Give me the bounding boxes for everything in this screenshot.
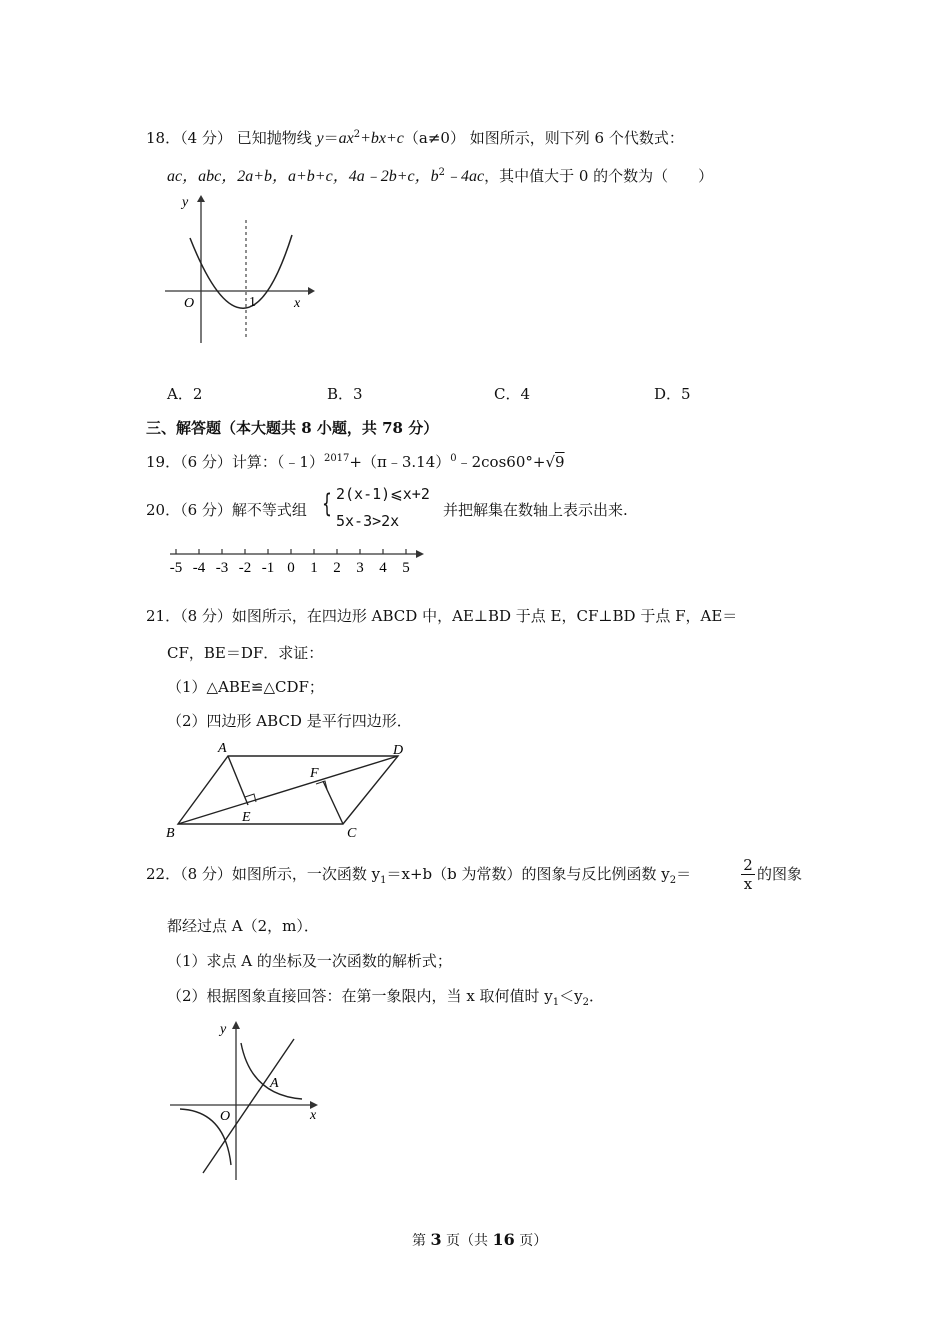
- q18-parabola-graph: [160, 190, 320, 350]
- q20-inequality-1: 2(x-1)⩽x+2: [336, 485, 430, 503]
- q19-number: 19．: [146, 453, 181, 471]
- q21-label-c: C: [347, 826, 357, 841]
- q22-y-label: y: [220, 1022, 227, 1037]
- q21-number: 21．: [146, 607, 181, 625]
- q22-number: 22．: [146, 865, 181, 883]
- q18-tick-label: 1: [249, 295, 256, 310]
- q18-option-c[interactable]: C．4: [494, 385, 531, 403]
- q20-tick-label: 0: [287, 560, 295, 576]
- q19-mid: +（π﹣3.14）: [349, 453, 451, 471]
- q19-power-2: 0: [450, 453, 457, 464]
- q22-function-graph: [160, 1015, 330, 1185]
- q22-y-arrow-icon: [232, 1021, 240, 1029]
- q18-x-label: x: [294, 296, 301, 311]
- q19-sqrt-value: 9: [555, 453, 565, 471]
- q19-sqrt-icon: √: [545, 453, 556, 471]
- q20-tick-label: 1: [310, 560, 318, 576]
- q18-number: 18．: [146, 129, 181, 147]
- q20-tick-label: -3: [215, 560, 229, 576]
- q21-text-1: 如图所示，在四边形 ABCD 中，AE⊥BD 于点 E，CF⊥BD 于点 F，AE＝: [231, 607, 738, 625]
- q18-option-b[interactable]: B．3: [327, 385, 363, 403]
- q19-end: ﹣2cos60°+: [456, 453, 546, 471]
- q20-score: （6 分）: [180, 501, 232, 519]
- footer-text-b: 页（共: [441, 1233, 493, 1249]
- q22-sub2-text-a: （2）根据图象直接回答：在第一象限内，当 x 取何值时 y: [167, 987, 553, 1005]
- footer-page-number: 3: [430, 1230, 442, 1249]
- q21-diagonal-bd: [178, 756, 398, 824]
- page-footer: [412, 1230, 547, 1251]
- q22-x-label: x: [310, 1108, 317, 1123]
- q20-tick-label: 5: [402, 560, 410, 576]
- q18-stem-b: 如图所示，则下列 6 个代数式：: [469, 129, 684, 147]
- q20-tick-label: -2: [238, 560, 252, 576]
- q18-expressions: ac，abc，2a+b，a+b+c，4a﹣2b+c，b: [167, 168, 439, 185]
- q20-tick-label: 3: [356, 560, 364, 576]
- q21-parallelogram-figure: [160, 738, 420, 843]
- q20-tick-label: 2: [333, 560, 341, 576]
- q21-label-f: F: [310, 766, 319, 781]
- q22-sub2-sub-2: 2: [582, 997, 590, 1008]
- q21-line1: [146, 606, 737, 626]
- q18-eq-rest: +bx+c: [360, 130, 404, 147]
- q20-number-line: [160, 540, 430, 580]
- q20-tick-label: -4: [192, 560, 206, 576]
- q22-fraction: [741, 856, 755, 893]
- q18-score: （4 分）: [180, 129, 232, 147]
- q18-line2: [167, 166, 713, 187]
- q21-label-d: D: [393, 743, 404, 758]
- q18-stem: 已知抛物线: [236, 129, 312, 147]
- footer-total-pages: 16: [492, 1230, 515, 1249]
- section-3-title: 三、解答题（本大题共 8 小题，共 78 分）: [146, 419, 439, 437]
- q21-score: （8 分）: [180, 607, 232, 625]
- q18-option-a[interactable]: A．2: [167, 385, 203, 403]
- q20-axis-arrow-icon: [416, 550, 424, 558]
- footer-text-a: 第: [412, 1233, 431, 1249]
- q22-text-c: ＝: [676, 865, 692, 883]
- q21-label-a: A: [218, 741, 227, 756]
- q18-line1: [146, 128, 684, 149]
- q20-text-a: 解不等式组: [231, 501, 307, 519]
- q18-eq-ax: ax: [338, 130, 354, 147]
- q18-eq-y: y: [316, 130, 324, 147]
- q20-tick-label: -5: [169, 560, 183, 576]
- q18-y-label: y: [182, 195, 189, 210]
- q22-line2: 都经过点 A（2，m）．: [167, 917, 319, 935]
- q22-origin-label: O: [220, 1109, 231, 1124]
- q18-y-arrow-icon: [197, 195, 205, 202]
- q19-line: [146, 452, 565, 472]
- q22-text-b: ＝x+b（b 为常数）的图象与反比例函数 y: [386, 865, 670, 883]
- q22-sub2-sub-1: 1: [552, 997, 560, 1008]
- q22-sub2: [167, 986, 604, 1006]
- q22-sub1: （1）求点 A 的坐标及一次函数的解析式；: [167, 952, 452, 970]
- q22-line1: [146, 864, 691, 884]
- q22-sub-2: 2: [669, 875, 677, 886]
- q20-tick-label: -1: [261, 560, 275, 576]
- q18-expr-end: ﹣4ac: [444, 168, 485, 185]
- q18-condition: （a≠0）: [403, 129, 465, 147]
- q21-sub2: （2）四边形 ABCD 是平行四边形．: [167, 712, 412, 730]
- q21-line2: CF，BE＝DF．求证：: [167, 644, 324, 662]
- q18-origin-label: O: [184, 296, 195, 311]
- q22-linear-function-line: [203, 1039, 294, 1173]
- q18-expr-power: 2: [438, 167, 445, 178]
- q19-text: 计算：（﹣1）: [231, 453, 324, 471]
- q21-sub1: （1）△ABE≌△CDF；: [167, 678, 324, 696]
- q20-text-b: 并把解集在数轴上表示出来.: [443, 501, 628, 519]
- q18-stem-c: ，其中值大于 0 的个数为（ ）: [484, 167, 714, 185]
- q22-fraction-denominator: x: [743, 875, 753, 893]
- footer-text-c: 页）: [514, 1233, 548, 1249]
- q19-score: （6 分）: [180, 453, 232, 471]
- q20-brace-icon: {: [322, 489, 332, 519]
- q18-parabola-curve: [190, 235, 292, 308]
- q22-sub2-text-c: ．: [589, 987, 605, 1005]
- q20-tick-label: 4: [379, 560, 387, 576]
- q22-score: （8 分）: [180, 865, 232, 883]
- q22-sub-1: 1: [380, 875, 387, 886]
- q21-label-e: E: [242, 810, 251, 825]
- q20-inequality-2: 5x-3>2x: [336, 512, 400, 530]
- q21-label-b: B: [166, 826, 175, 841]
- q22-text-d: 的图象: [757, 865, 803, 883]
- q18-x-arrow-icon: [308, 287, 315, 295]
- q18-option-d[interactable]: D．5: [654, 385, 691, 403]
- q20-line: [146, 500, 307, 520]
- q22-text-a: 如图所示，一次函数 y: [231, 865, 381, 883]
- q20-number: 20．: [146, 501, 181, 519]
- q22-sub2-text-b: ＜y: [559, 987, 583, 1005]
- q21-segment-ae: [228, 756, 248, 805]
- q19-power-1: 2017: [323, 453, 350, 464]
- q22-point-a-label: A: [270, 1076, 279, 1091]
- q18-eq-power: 2: [353, 129, 361, 140]
- q18-eq-equals: ＝: [323, 129, 339, 147]
- q22-fraction-numerator: 2: [741, 856, 755, 875]
- q21-segment-cf: [323, 781, 343, 824]
